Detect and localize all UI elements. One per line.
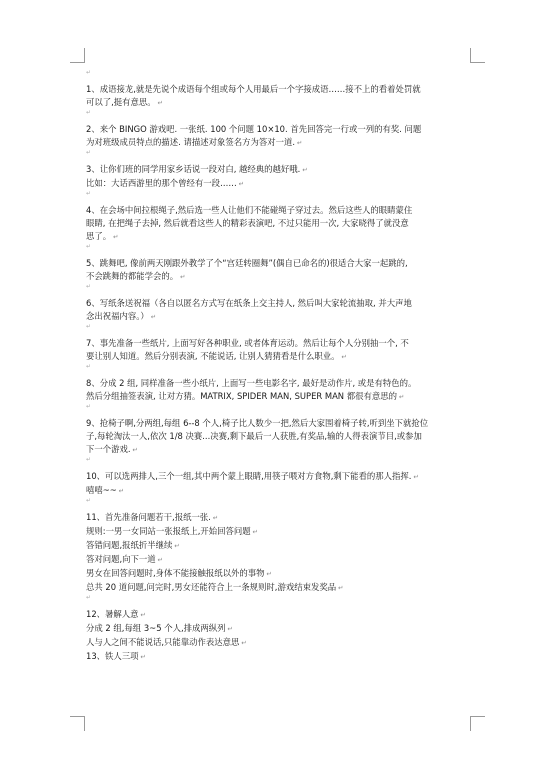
- blank-line: [86, 70, 476, 83]
- text-line: 1、成语接龙,就是先说个成语每个组或每个人用最后一个字接成语……接不上的看着处罚就: [86, 84, 421, 94]
- blank-line: [86, 244, 476, 257]
- paragraph-item-10: [86, 470, 476, 498]
- blank-line: [86, 150, 476, 163]
- text-line: 思了。 ↵: [86, 231, 119, 241]
- blank-line: [86, 595, 476, 608]
- document-body[interactable]: [86, 70, 476, 664]
- paragraph-item-1: [86, 83, 476, 110]
- text-line: 下一个游戏. ↵: [86, 444, 138, 454]
- margin-corner-bottom-right: [470, 716, 485, 731]
- paragraph-item-5: [86, 257, 476, 284]
- text-line: 为对班级成员特点的描述. 请描述对象签名方为答对一道. ↵: [86, 137, 303, 147]
- margin-corner-top-right: [470, 48, 485, 63]
- text-line: 不会跳舞的都能学会的。 ↵: [86, 271, 186, 281]
- text-line: 嘻嘻~~ ↵: [86, 485, 125, 495]
- text-line: 5、跳舞吧, 像前两天刚跟外教学了个“宫廷转圈舞”(偶自已命名的)很适合大家一起跳的,: [86, 258, 408, 268]
- text-line: 分成 2 组,每组 3~5 个人,排成两纵列 ↵: [86, 623, 233, 633]
- blank-line: [86, 324, 476, 337]
- text-line: 8、分成 2 组, 同样准备一些小纸片, 上面写一些电影名字, 最好是动作片, 或是有特色的。: [86, 378, 417, 388]
- blank-line: [86, 404, 476, 417]
- text-line: 要让别人知道。然后分别表演, 不能说话, 让别人猜猜看是什么职业。 ↵: [86, 351, 347, 361]
- blank-line: [86, 284, 476, 297]
- blank-line: [86, 191, 476, 204]
- blank-line: [86, 498, 476, 511]
- blank-line: [86, 110, 476, 123]
- text-line: 4、在会场中间拉根绳子,然后选一些人让他们不能碰绳子穿过去。然后这些人的眼睛蒙住: [86, 205, 413, 215]
- text-line: 比如：大话西游里的那个曾经有一段…… ↵: [86, 178, 245, 188]
- text-line: 13、铁人三项 ↵: [86, 651, 146, 661]
- paragraph-item-6: [86, 297, 476, 324]
- text-line: 答对问题,向下一道 ↵: [86, 554, 164, 564]
- text-line: 2、来个 BINGO 游戏吧. 一张纸. 100 个问题 10×10. 首先回答完一行或一列的有奖. 问题: [86, 124, 422, 134]
- text-line: 7、事先准备一些纸片, 上面写好各种职业, 或者体育运动。然后让每个人分别抽一个, 不: [86, 338, 409, 348]
- paragraph-item-7: [86, 337, 476, 364]
- paragraph-item-3: [86, 163, 476, 191]
- text-line: 10、可以选两排人,三个一组,其中两个蒙上眼睛,用筷子喂对方食物,剩下能看的那人指挥. ↵: [86, 471, 419, 481]
- paragraph-item-11: [86, 511, 476, 595]
- text-line: 男女在回答问题时,身体不能接触报纸以外的事物 ↵: [86, 568, 272, 578]
- text-line: 总共 20 道问题,问完时,男女还能符合上一条规则时,游戏结束发奖品 ↵: [86, 582, 344, 592]
- text-line: 3、让你们班的同学用家乡话说一段对白, 越经典的越好哦. ↵: [86, 164, 308, 174]
- text-line: 子,每轮淘汰一人,依次 1/8 决赛...决赛,剩下最后一人获胜,有奖品,输的人得表演节目,或参加: [86, 431, 422, 441]
- text-line: 可以了,挺有意思。 ↵: [86, 97, 164, 107]
- text-line: 念出祝福内容。） ↵: [86, 311, 157, 321]
- paragraph-item-8: [86, 377, 476, 404]
- blank-line: [86, 457, 476, 470]
- text-line: 眼睛, 在把绳子去掉, 然后就看这些人的精彩表演吧, 不过只能用一次, 大家晓得了就没意: [86, 218, 409, 228]
- text-line: 人与人之间不能说话,只能靠动作表达意思 ↵: [86, 637, 247, 647]
- blank-line: [86, 364, 476, 377]
- text-line: 11、首先准备问题若干,报纸一张. ↵: [86, 512, 219, 522]
- paragraph-item-2: [86, 123, 476, 150]
- text-line: 12、暑解人意 ↵: [86, 609, 146, 619]
- text-line: 6、写纸条送祝福（各自以匿名方式写在纸条上交主持人, 然后叫大家轮流抽取, 并大声地: [86, 298, 412, 308]
- text-line: 答错问题,报纸折半继续 ↵: [86, 540, 180, 550]
- paragraph-item-12: [86, 608, 476, 664]
- paragraph-item-4: [86, 204, 476, 244]
- margin-corner-top-left: [70, 48, 85, 63]
- margin-corner-bottom-left: [70, 716, 85, 731]
- text-line: 然后分组抽签表演, 让对方猜。MATRIX, SPIDER MAN, SUPER MAN 都很有意思的 ↵: [86, 391, 405, 401]
- text-line: 9、抢椅子啊,分两组,每组 6--8 个人,椅子比人数少一把,然后大家围着椅子转,听到坐下就抢位: [86, 418, 429, 428]
- paragraph-item-9: [86, 417, 476, 457]
- text-line: 规则:一男一女同站一张报纸上,开始回答问题 ↵: [86, 526, 259, 536]
